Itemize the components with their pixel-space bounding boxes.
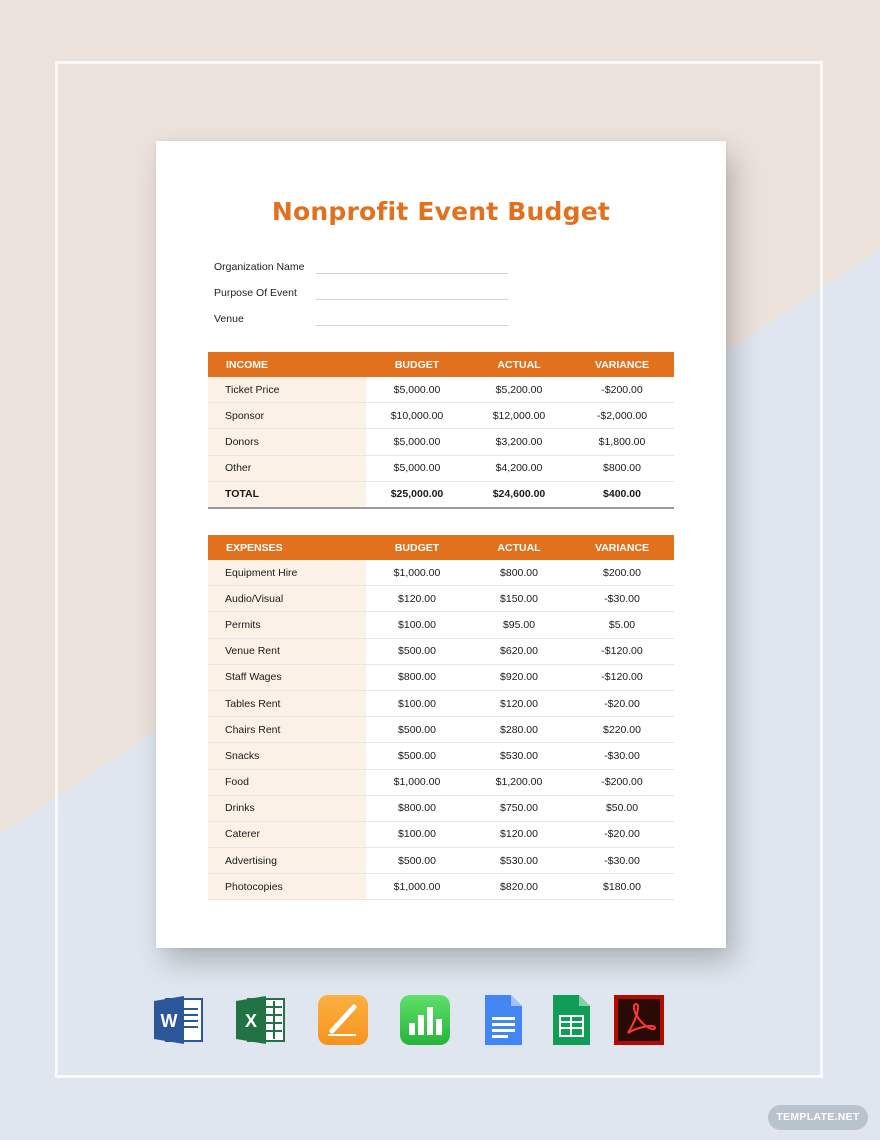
variance-cell: $220.00 xyxy=(570,717,674,743)
row-label: Audio/Visual xyxy=(208,586,366,612)
excel-icon[interactable] xyxy=(234,993,288,1047)
budget-cell: $1,000.00 xyxy=(366,560,468,586)
table-row xyxy=(208,848,674,874)
budget-cell: $1,000.00 xyxy=(366,769,468,795)
google-docs-icon[interactable] xyxy=(476,993,530,1047)
header-cell: VARIANCE xyxy=(570,352,674,377)
row-label: Food xyxy=(208,769,366,795)
table-row xyxy=(208,821,674,847)
variance-cell: -$20.00 xyxy=(570,821,674,847)
field-label: Organization Name xyxy=(214,261,305,273)
watermark-badge: TEMPLATE.NET xyxy=(768,1105,868,1130)
field-label: Purpose Of Event xyxy=(214,287,297,299)
field-label: Venue xyxy=(214,313,244,325)
actual-cell: $620.00 xyxy=(468,638,570,664)
variance-cell: -$2,000.00 xyxy=(570,403,674,429)
header-cell: INCOME xyxy=(208,352,366,377)
income-table xyxy=(208,352,674,509)
actual-cell: $5,200.00 xyxy=(468,377,570,403)
variance-cell: $200.00 xyxy=(570,560,674,586)
field-venue xyxy=(214,313,514,333)
word-icon[interactable] xyxy=(152,993,206,1047)
svg-text:W: W xyxy=(160,1011,178,1031)
actual-cell: $95.00 xyxy=(468,612,570,638)
actual-cell: $1,200.00 xyxy=(468,769,570,795)
table-row xyxy=(208,612,674,638)
variance-cell: $1,800.00 xyxy=(570,429,674,455)
actual-cell: $820.00 xyxy=(468,874,570,900)
google-sheets-icon[interactable] xyxy=(544,993,598,1047)
variance-cell: $5.00 xyxy=(570,612,674,638)
actual-cell: $800.00 xyxy=(468,560,570,586)
row-label: Equipment Hire xyxy=(208,560,366,586)
header-cell: EXPENSES xyxy=(208,535,366,560)
actual-cell: $920.00 xyxy=(468,664,570,690)
app-icon-bar xyxy=(152,993,672,1049)
actual-cell: $4,200.00 xyxy=(468,455,570,481)
variance-cell: -$20.00 xyxy=(570,690,674,716)
field-purpose-of-event xyxy=(214,287,514,307)
row-label: Tables Rent xyxy=(208,690,366,716)
budget-cell: $500.00 xyxy=(366,848,468,874)
table-row xyxy=(208,795,674,821)
table-row xyxy=(208,377,674,403)
budget-cell: $100.00 xyxy=(366,690,468,716)
variance-cell: $50.00 xyxy=(570,795,674,821)
table-row xyxy=(208,638,674,664)
table-row xyxy=(208,874,674,900)
numbers-icon[interactable] xyxy=(398,993,452,1047)
variance-cell: -$30.00 xyxy=(570,743,674,769)
variance-cell: -$30.00 xyxy=(570,586,674,612)
actual-cell: $3,200.00 xyxy=(468,429,570,455)
budget-cell: $120.00 xyxy=(366,586,468,612)
table-row xyxy=(208,455,674,481)
header-cell: ACTUAL xyxy=(468,352,570,377)
budget-cell: $5,000.00 xyxy=(366,377,468,403)
field-input-line[interactable] xyxy=(316,325,508,326)
svg-text:X: X xyxy=(244,1011,258,1031)
variance-cell: $800.00 xyxy=(570,455,674,481)
row-label: Caterer xyxy=(208,821,366,847)
row-label: Staff Wages xyxy=(208,664,366,690)
actual-cell: $530.00 xyxy=(468,743,570,769)
actual-cell: $530.00 xyxy=(468,848,570,874)
table-row xyxy=(208,717,674,743)
header-cell: BUDGET xyxy=(366,352,468,377)
budget-cell: $1,000.00 xyxy=(366,874,468,900)
actual-cell: $12,000.00 xyxy=(468,403,570,429)
row-label: Advertising xyxy=(208,848,366,874)
pages-icon[interactable] xyxy=(316,993,370,1047)
header-cell: VARIANCE xyxy=(570,535,674,560)
row-label: Sponsor xyxy=(208,403,366,429)
table-row xyxy=(208,743,674,769)
variance-cell: -$30.00 xyxy=(570,848,674,874)
table-row xyxy=(208,429,674,455)
budget-cell: $500.00 xyxy=(366,717,468,743)
variance-cell: -$120.00 xyxy=(570,638,674,664)
actual-cell: $280.00 xyxy=(468,717,570,743)
actual-cell: $750.00 xyxy=(468,795,570,821)
variance-cell: -$200.00 xyxy=(570,769,674,795)
budget-cell: $10,000.00 xyxy=(366,403,468,429)
income-header-row xyxy=(208,352,674,377)
row-label: Snacks xyxy=(208,743,366,769)
field-input-line[interactable] xyxy=(316,273,508,274)
budget-cell: $100.00 xyxy=(366,612,468,638)
row-label: Other xyxy=(208,455,366,481)
field-organization-name xyxy=(214,261,514,281)
budget-cell: $100.00 xyxy=(366,821,468,847)
document-sheet xyxy=(156,141,726,948)
row-label: Chairs Rent xyxy=(208,717,366,743)
row-label: Venue Rent xyxy=(208,638,366,664)
table-row xyxy=(208,403,674,429)
total-cell: $24,600.00 xyxy=(468,481,570,508)
expenses-header-row xyxy=(208,535,674,560)
table-row xyxy=(208,690,674,716)
expenses-table xyxy=(208,535,674,900)
field-input-line[interactable] xyxy=(316,299,508,300)
budget-cell: $800.00 xyxy=(366,795,468,821)
row-label: Drinks xyxy=(208,795,366,821)
total-label: TOTAL xyxy=(208,481,366,508)
budget-cell: $800.00 xyxy=(366,664,468,690)
variance-cell: -$120.00 xyxy=(570,664,674,690)
actual-cell: $150.00 xyxy=(468,586,570,612)
variance-cell: -$200.00 xyxy=(570,377,674,403)
table-row xyxy=(208,560,674,586)
variance-cell: $180.00 xyxy=(570,874,674,900)
budget-cell: $5,000.00 xyxy=(366,429,468,455)
total-row xyxy=(208,481,674,508)
table-row xyxy=(208,586,674,612)
budget-cell: $500.00 xyxy=(366,743,468,769)
total-cell: $25,000.00 xyxy=(366,481,468,508)
pdf-icon[interactable] xyxy=(612,993,666,1047)
actual-cell: $120.00 xyxy=(468,821,570,847)
table-row xyxy=(208,664,674,690)
row-label: Photocopies xyxy=(208,874,366,900)
budget-cell: $5,000.00 xyxy=(366,455,468,481)
actual-cell: $120.00 xyxy=(468,690,570,716)
row-label: Permits xyxy=(208,612,366,638)
budget-cell: $500.00 xyxy=(366,638,468,664)
row-label: Donors xyxy=(208,429,366,455)
total-cell: $400.00 xyxy=(570,481,674,508)
header-cell: ACTUAL xyxy=(468,535,570,560)
document-title: Nonprofit Event Budget xyxy=(271,197,611,226)
header-cell: BUDGET xyxy=(366,535,468,560)
row-label: Ticket Price xyxy=(208,377,366,403)
table-row xyxy=(208,769,674,795)
